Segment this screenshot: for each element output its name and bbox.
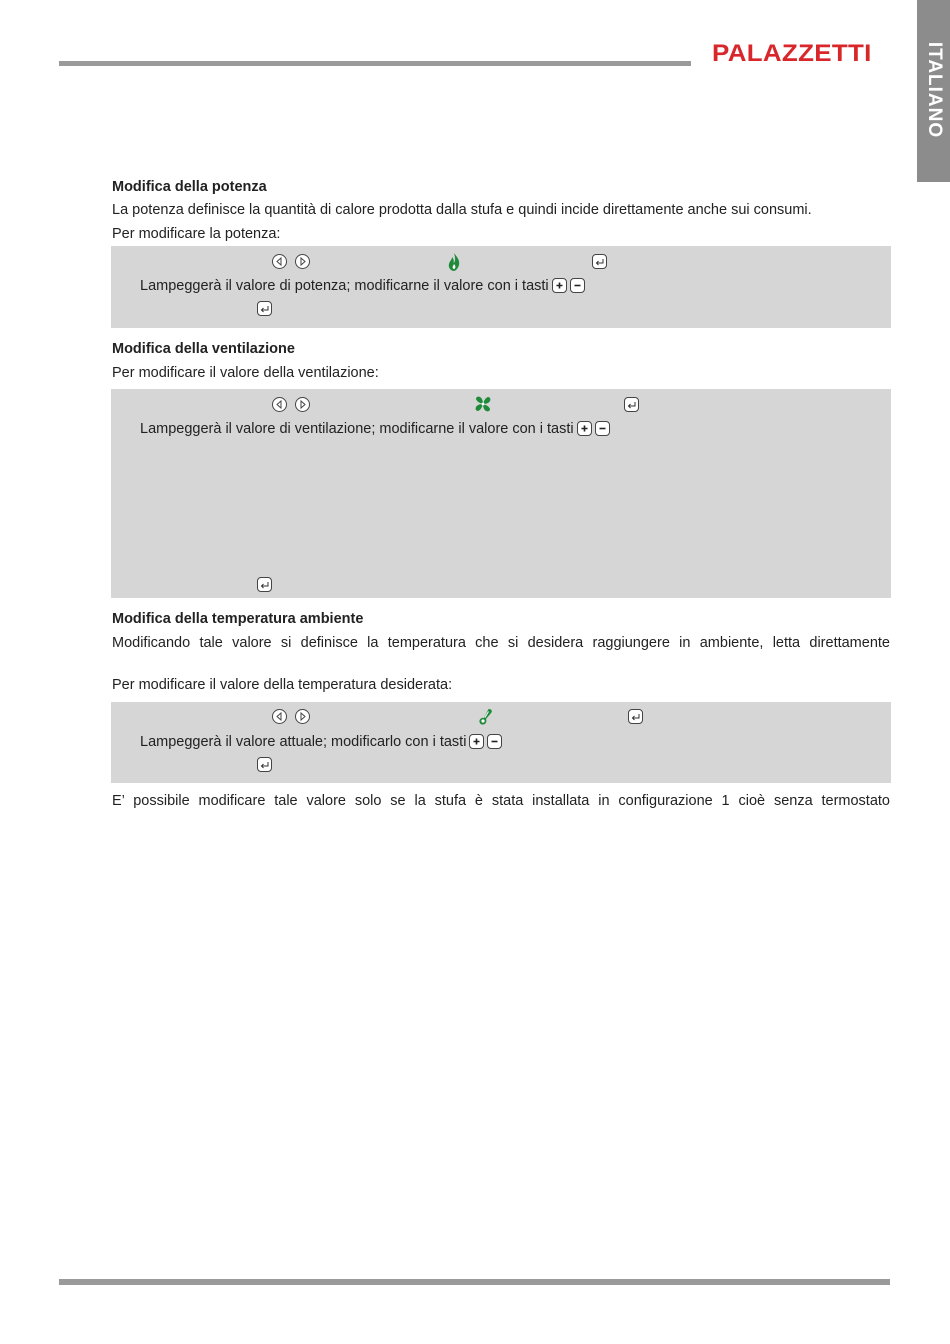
arrow-left-key-icon — [272, 397, 287, 412]
enter-key-icon — [257, 757, 272, 772]
temperature-description: Modificando tale valore si definisce la temperatura che si desidera raggiungere in ambiente, letta direttamente — [112, 635, 890, 651]
arrow-right-key-icon — [295, 254, 310, 269]
power-step-text: Lampeggerà il valore di potenza; modificarne il valore con i tasti — [140, 278, 549, 294]
ventilation-step-blink — [140, 421, 610, 437]
enter-key-icon — [257, 301, 272, 316]
flame-icon — [444, 252, 464, 272]
header-rule — [59, 61, 691, 66]
arrow-left-key-icon — [272, 254, 287, 269]
minus-key-icon — [487, 734, 502, 749]
temperature-step-text: Lampeggerà il valore attuale; modificarlo con i tasti — [140, 734, 467, 750]
section-title-power: Modifica della potenza — [112, 179, 267, 195]
fan-icon — [473, 394, 493, 414]
temperature-step-blink — [140, 734, 502, 750]
power-intro: Per modificare la potenza: — [112, 226, 281, 242]
ventilation-step-text: Lampeggerà il valore di ventilazione; modificarne il valore con i tasti — [140, 421, 574, 437]
footer-rule — [59, 1279, 890, 1285]
enter-key-icon — [624, 397, 639, 412]
temperature-instructions-box — [111, 702, 891, 783]
arrow-right-key-icon — [295, 397, 310, 412]
plus-key-icon — [469, 734, 484, 749]
enter-key-icon — [592, 254, 607, 269]
ventilation-intro: Per modificare il valore della ventilazione: — [112, 365, 379, 381]
plus-key-icon — [552, 278, 567, 293]
enter-key-icon — [628, 709, 643, 724]
minus-key-icon — [595, 421, 610, 436]
language-tab-label: ITALIANO — [923, 41, 945, 139]
section-title-ventilation: Modifica della ventilazione — [112, 341, 295, 357]
enter-key-icon — [257, 577, 272, 592]
brand-logo: PALAZZETTI — [712, 40, 872, 67]
section-title-temperature: Modifica della temperatura ambiente — [112, 611, 364, 627]
arrow-left-key-icon — [272, 709, 287, 724]
power-step-blink — [140, 278, 585, 294]
power-description: La potenza definisce la quantità di calore prodotta dalla stufa e quindi incide direttamente anche sui consumi. — [112, 202, 812, 218]
temperature-intro: Per modificare il valore della temperatura desiderata: — [112, 677, 453, 693]
ventilation-instructions-box — [111, 389, 891, 598]
power-instructions-box — [111, 246, 891, 328]
arrow-right-key-icon — [295, 709, 310, 724]
temperature-note: E’ possibile modificare tale valore solo se la stufa è stata installata in configurazione 1 cioè senza termostato — [112, 793, 890, 809]
language-tab — [917, 0, 950, 182]
thermometer-icon — [476, 707, 496, 727]
minus-key-icon — [570, 278, 585, 293]
plus-key-icon — [577, 421, 592, 436]
